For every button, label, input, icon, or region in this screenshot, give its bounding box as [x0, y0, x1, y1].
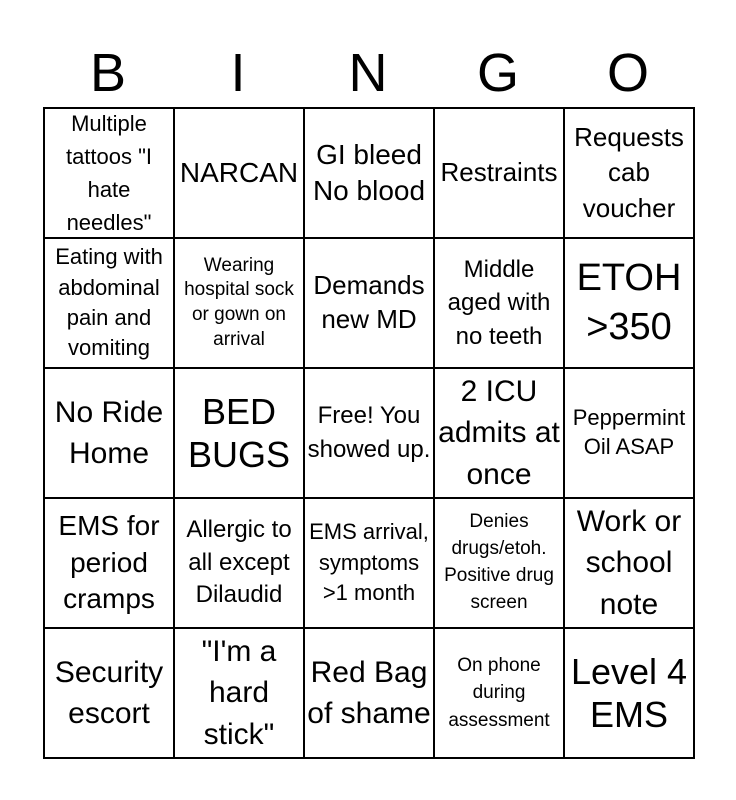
bingo-cell[interactable]: [435, 629, 565, 759]
cell-text: BED BUGS: [187, 390, 291, 475]
bingo-cell[interactable]: [305, 499, 435, 629]
bingo-cell[interactable]: [305, 109, 435, 239]
header-letter-i: I: [230, 43, 246, 103]
bingo-cell[interactable]: [45, 369, 175, 499]
cell-text: Allergic to all except Dilaudid: [186, 516, 292, 609]
cell-text: Denies drugs/etoh. Positive drug screen: [444, 511, 554, 613]
cell-text: Security escort: [54, 655, 164, 730]
cell-text: Multiple tattoos "I hate needles": [65, 111, 153, 235]
cell-text: EMS arrival, symptoms >1 month: [309, 519, 429, 606]
cell-text: EMS for period cramps: [58, 510, 160, 615]
bingo-cell[interactable]: [45, 239, 175, 369]
cell-text: GI bleed No blood: [312, 138, 426, 206]
bingo-cell[interactable]: [175, 239, 305, 369]
bingo-cell[interactable]: [175, 499, 305, 629]
bingo-cell[interactable]: [435, 499, 565, 629]
bingo-cell[interactable]: [435, 109, 565, 239]
bingo-cell[interactable]: [435, 239, 565, 369]
cell-text: Restraints: [440, 157, 558, 188]
cell-text: No Ride Home: [54, 395, 164, 470]
bingo-cell[interactable]: [565, 629, 695, 759]
bingo-cell[interactable]: [435, 369, 565, 499]
bingo-cell[interactable]: [45, 629, 175, 759]
cell-text: Level 4 EMS: [570, 650, 688, 735]
header-letter-g: G: [476, 43, 519, 103]
cell-text: 2 ICU admits at once: [438, 374, 560, 491]
header-letter-n: N: [348, 43, 388, 103]
cell-text: Demands new MD: [313, 270, 425, 334]
cell-text: "I'm a hard stick": [201, 634, 277, 751]
cell-text: Requests cab voucher: [574, 122, 684, 223]
bingo-cell[interactable]: [305, 239, 435, 369]
bingo-cell[interactable]: [565, 499, 695, 629]
cell-text: Free! You showed up.: [307, 401, 431, 463]
bingo-cell[interactable]: [305, 629, 435, 759]
cell-text: Wearing hospital sock or gown on arrival: [184, 254, 294, 350]
bingo-cell[interactable]: [45, 109, 175, 239]
bingo-card: [43, 107, 695, 759]
bingo-cell[interactable]: [175, 109, 305, 239]
bingo-cell[interactable]: [175, 369, 305, 499]
header-letter-o: O: [606, 43, 649, 103]
bingo-cell[interactable]: [565, 369, 695, 499]
bingo-header: [43, 40, 693, 106]
bingo-cell[interactable]: [565, 109, 695, 239]
bingo-cell[interactable]: [565, 239, 695, 369]
cell-text: NARCAN: [179, 157, 299, 189]
cell-text: On phone during assessment: [448, 654, 550, 731]
cell-text: Work or school note: [576, 504, 682, 621]
bingo-cell[interactable]: [175, 629, 305, 759]
header-letter-b: B: [89, 43, 127, 103]
cell-text: Peppermint Oil ASAP: [572, 405, 686, 459]
cell-text: ETOH >350: [576, 256, 682, 348]
bingo-cell[interactable]: [45, 499, 175, 629]
bingo-cell[interactable]: [305, 369, 435, 499]
cell-text: Middle aged with no teeth: [447, 255, 551, 350]
cell-text: Eating with abdominal pain and vomiting: [55, 244, 163, 361]
cell-text: Red Bag of shame: [307, 655, 431, 730]
